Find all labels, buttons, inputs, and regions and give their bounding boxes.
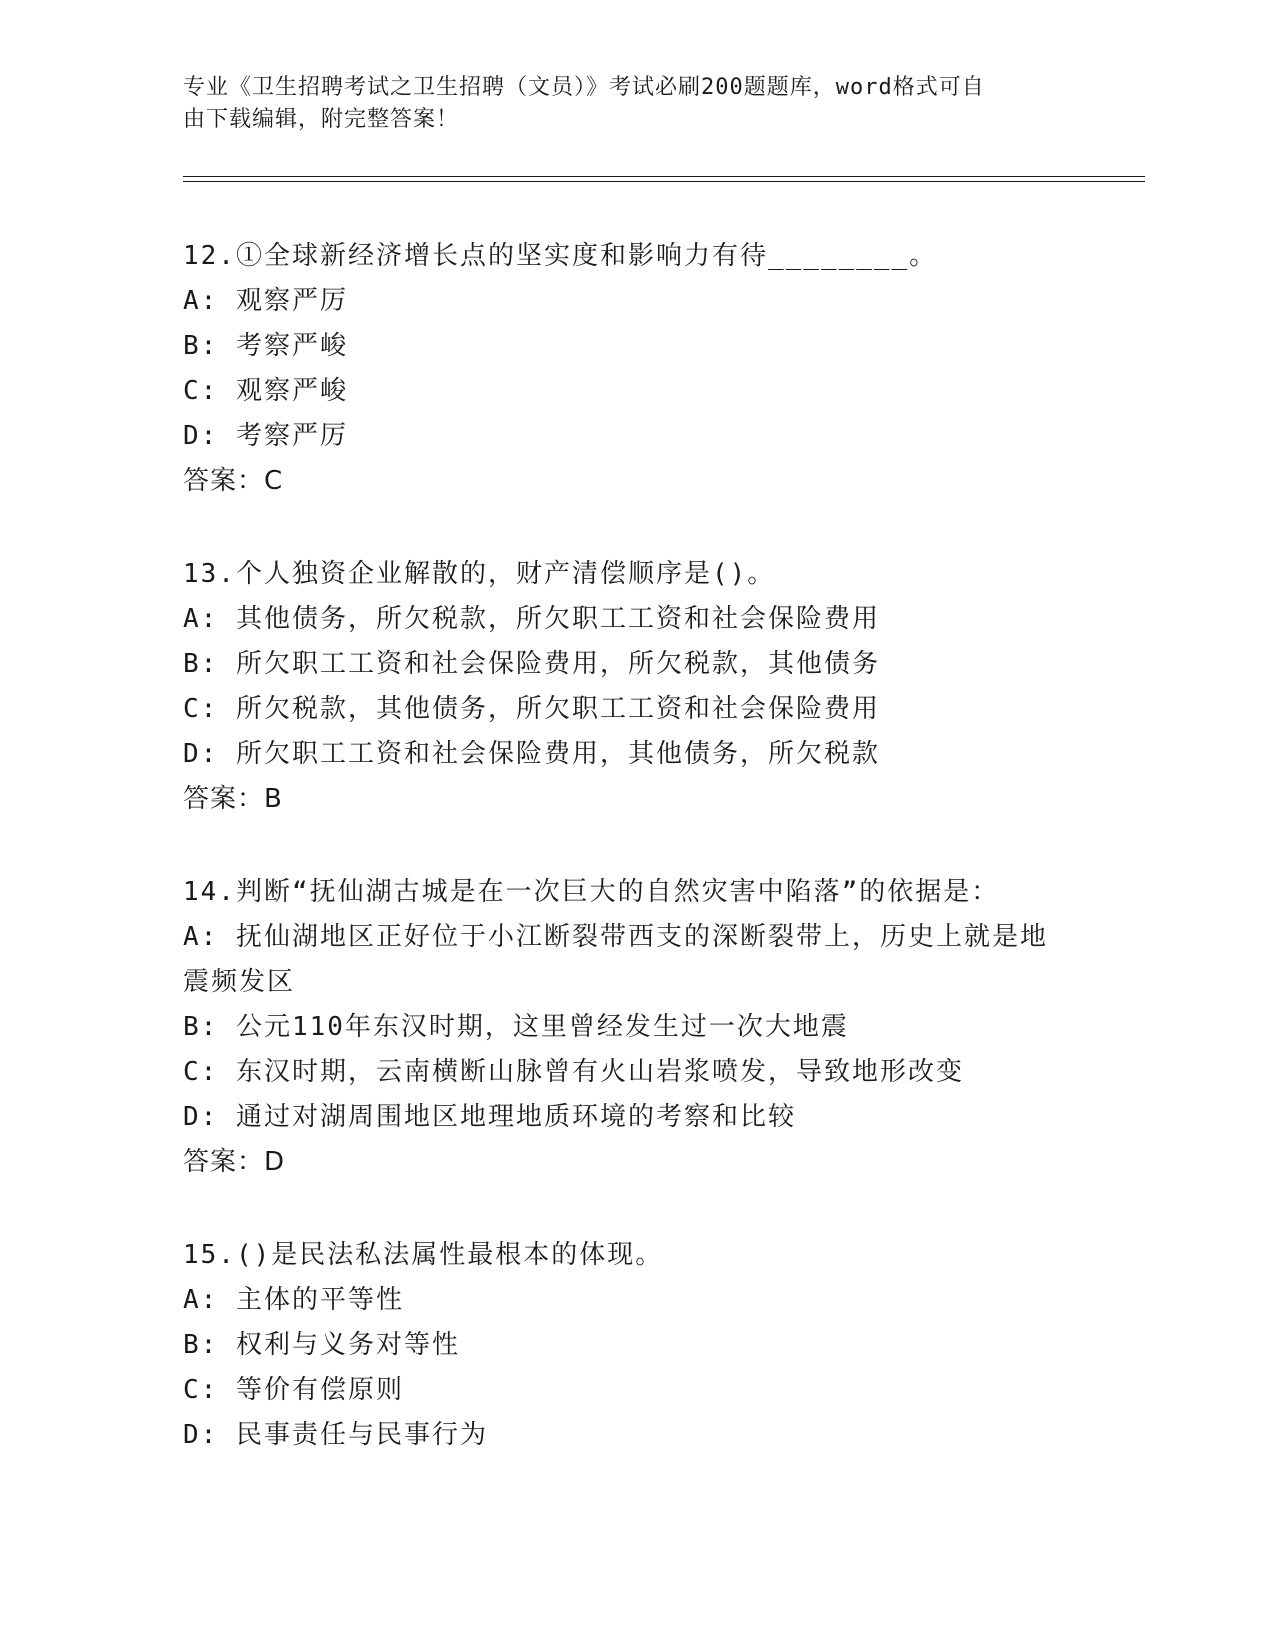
question-stem: 15.()是民法私法属性最根本的体现。 — [183, 1240, 664, 1270]
header-line-1: 专业《卫生招聘考试之卫生招聘（文员）》考试必刷200题题库，word格式可自 — [183, 75, 985, 100]
header-divider-top — [183, 176, 1145, 177]
option-b: B: 考察严峻 — [183, 331, 348, 361]
document-header — [183, 72, 1063, 136]
option-d: D: 通过对湖周围地区地理地质环境的考察和比较 — [183, 1102, 796, 1132]
option-d: D: 民事责任与民事行为 — [183, 1420, 488, 1450]
answer-line: 答案：C — [183, 466, 284, 496]
question-stem: 13.个人独资企业解散的，财产清偿顺序是()。 — [183, 559, 776, 589]
option-c: C: 等价有偿原则 — [183, 1375, 404, 1405]
option-a: A: 观察严厉 — [183, 286, 348, 316]
header-line-2: 由下载编辑，附完整答案！ — [183, 107, 460, 132]
option-c: C: 所欠税款，其他债务，所欠职工工资和社会保险费用 — [183, 694, 880, 724]
answer-line: 答案：B — [183, 784, 283, 814]
question-14 — [183, 870, 1083, 1185]
option-b: B: 公元110年东汉时期，这里曾经发生过一次大地震 — [183, 1012, 849, 1042]
question-12 — [183, 234, 1083, 504]
question-13 — [183, 552, 1083, 822]
question-15 — [183, 1233, 1083, 1458]
option-a-continued: 震频发区 — [183, 967, 296, 997]
option-a: A: 抚仙湖地区正好位于小江断裂带西支的深断裂带上，历史上就是地 — [183, 922, 1048, 952]
option-d: D: 所欠职工工资和社会保险费用，其他债务，所欠税款 — [183, 739, 880, 769]
answer-line: 答案：D — [183, 1147, 286, 1177]
question-stem: 12.①全球新经济增长点的坚实度和影响力有待________。 — [183, 241, 938, 271]
option-a: A: 主体的平等性 — [183, 1285, 404, 1315]
option-c: C: 观察严峻 — [183, 376, 348, 406]
question-stem: 14.判断“抚仙湖古城是在一次巨大的自然灾害中陷落”的依据是： — [183, 877, 1000, 907]
header-divider-bottom — [183, 181, 1145, 182]
option-b: B: 权利与义务对等性 — [183, 1330, 460, 1360]
option-b: B: 所欠职工工资和社会保险费用，所欠税款，其他债务 — [183, 649, 880, 679]
option-d: D: 考察严厉 — [183, 421, 348, 451]
option-a: A: 其他债务，所欠税款，所欠职工工资和社会保险费用 — [183, 604, 880, 634]
option-c: C: 东汉时期，云南横断山脉曾有火山岩浆喷发，导致地形改变 — [183, 1057, 964, 1087]
